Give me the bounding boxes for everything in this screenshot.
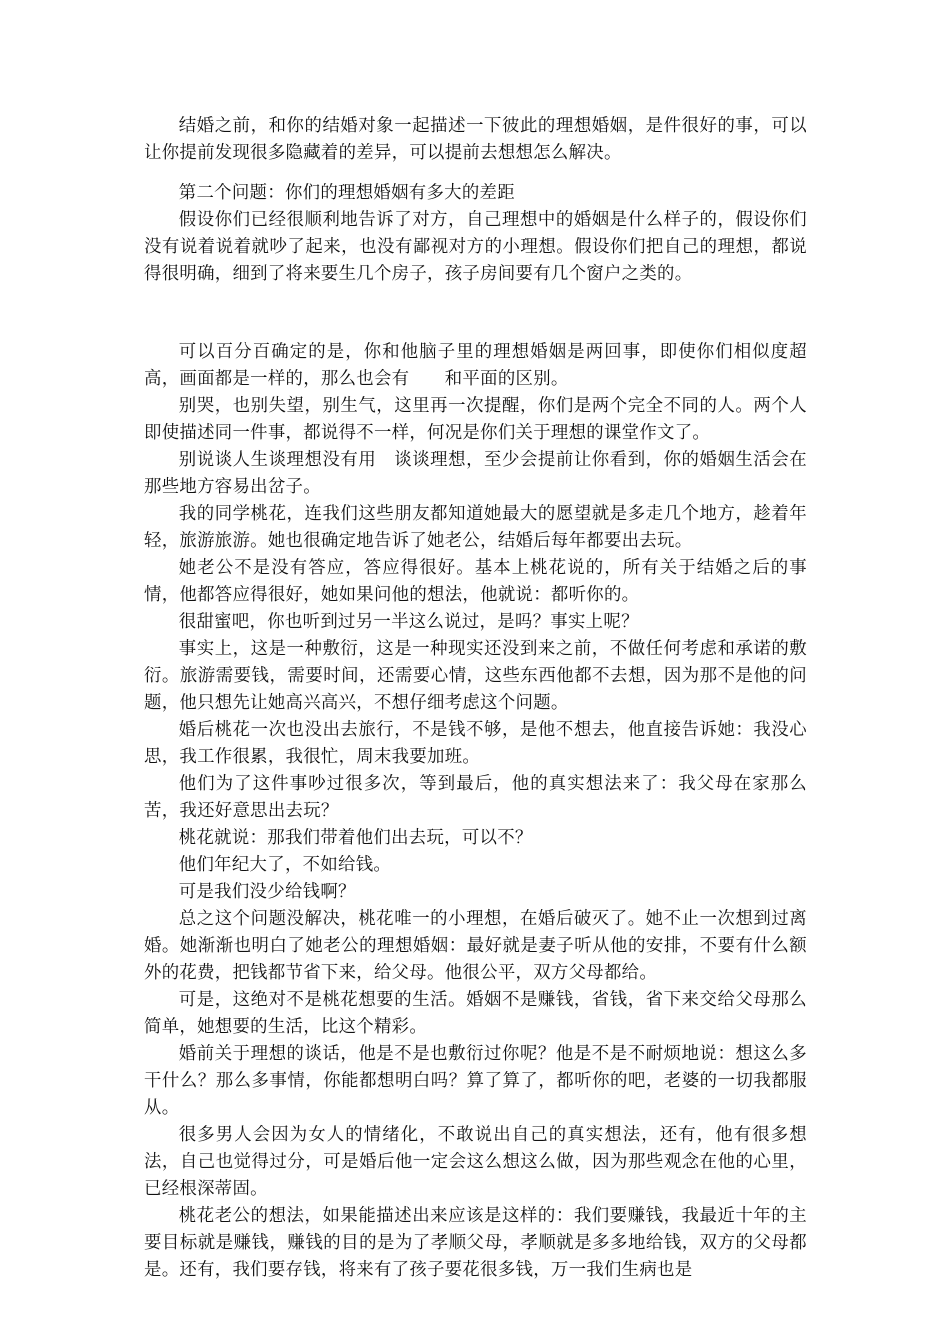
section-heading: 第二个问题：你们的理想婚姻有多大的差距 (178, 183, 515, 203)
paragraph: 婚后桃花一次也没出去旅行，不是钱不够，是他不想去，他直接告诉她：我没心思，我工作很累，我很忙，周末我要加班。 (144, 720, 807, 767)
paragraph: 事实上，这是一种敷衍，这是一种现实还没到来之前，不做任何考虑和承诺的敷衍。旅游需要钱，需要时间，还需要心情，这些东西他都不去想，因为那不是他的问题，他只想先让她高兴高兴，不想仔细考虑这个问题。 (144, 639, 807, 713)
paragraph: 桃花老公的想法，如果能描述出来应该是这样的：我们要赚钱，我最近十年的主要目标就是赚钱，赚钱的目的是为了孝顺父母，孝顺就是多多地给钱，双方的父母都是。还有，我们要存钱，将来有了孩子要花很多钱，万一我们生病也是 (144, 1206, 807, 1280)
paragraph: 总之这个问题没解决，桃花唯一的小理想，在婚后破灭了。她不止一次想到过离婚。她渐渐也明白了她老公的理想婚姻：最好就是妻子听从他的安排，不要有什么额外的花费，把钱都节省下来，给父母。他很公平，双方父母都给。 (144, 909, 807, 983)
paragraph: 别说谈人生谈理想没有用 谈谈理想，至少会提前让你看到，你的婚姻生活会在那些地方容易出岔子。 (144, 450, 807, 497)
paragraph: 结婚之前，和你的结婚对象一起描述一下彼此的理想婚姻，是件很好的事，可以让你提前发现很多隐藏着的差异，可以提前去想想怎么解决。 (144, 116, 807, 163)
paragraph: 别哭，也别失望，别生气，这里再一次提醒，你们是两个完全不同的人。两个人即使描述同一件事，都说得不一样，何况是你们关于理想的课堂作文了。 (144, 396, 807, 443)
paragraph: 可以百分百确定的是，你和他脑子里的理想婚姻是两回事，即使你们相似度超高，画面都是一样的，那么也会有 和平面的区别。 (144, 342, 807, 389)
paragraph: 很多男人会因为女人的情绪化，不敢说出自己的真实想法，还有，他有很多想法，自己也觉得过分，可是婚后他一定会这么想这么做，因为那些观念在他的心里，已经根深蒂固。 (144, 1125, 807, 1199)
paragraph: 他们年纪大了，不如给钱。 (178, 855, 392, 875)
paragraph: 婚前关于理想的谈话，他是不是也敷衍过你呢？他是不是不耐烦地说：想这么多干什么？那么多事情，你能都想明白吗？算了算了，都听你的吧，老婆的一切我都服从。 (144, 1044, 807, 1118)
paragraph: 很甜蜜吧，你也听到过另一半这么说过，是吗？事实上呢？ (178, 612, 639, 632)
paragraph: 可是，这绝对不是桃花想要的生活。婚姻不是赚钱，省钱，省下来交给父母那么简单，她想要的生活，比这个精彩。 (144, 990, 807, 1037)
paragraph: 可是我们没少给钱啊？ (178, 882, 356, 902)
paragraph: 桃花就说：那我们带着他们出去玩，可以不？ (178, 828, 533, 848)
paragraph: 假设你们已经很顺利地告诉了对方，自己理想中的婚姻是什么样子的，假设你们没有说着说着就吵了起来，也没有鄙视对方的小理想。假设你们把自己的理想，都说得很明确，细到了将来要生几个房子，孩子房间要有几个窗户之类的。 (144, 210, 807, 284)
paragraph: 我的同学桃花，连我们这些朋友都知道她最大的愿望就是多走几个地方，趁着年轻，旅游旅游。她也很确定地告诉了她老公，结婚后每年都要出去玩。 (144, 504, 807, 551)
body-section (144, 339, 807, 1284)
paragraph: 她老公不是没有答应，答应得很好。基本上桃花说的，所有关于结婚之后的事情，他都答应得很好，她如果问他的想法，他就说：都听你的。 (144, 558, 807, 605)
paragraph: 他们为了这件事吵过很多次，等到最后，他的真实想法来了：我父母在家那么苦，我还好意思出去玩？ (144, 774, 807, 821)
intro-section (144, 113, 807, 167)
section-two (144, 180, 807, 288)
